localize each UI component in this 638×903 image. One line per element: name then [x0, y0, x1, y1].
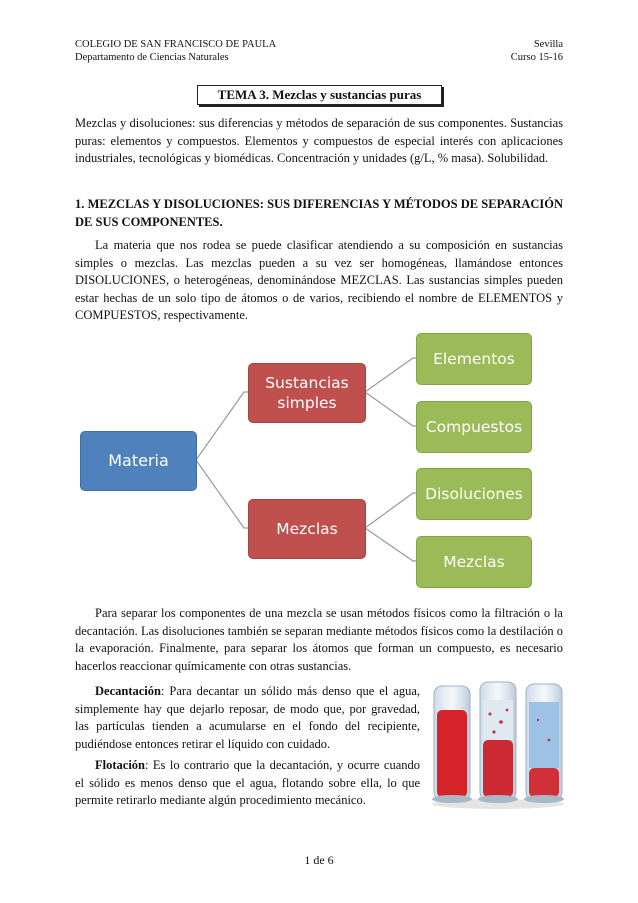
node-disoluciones: Disoluciones [416, 468, 532, 520]
decantation-paragraph [75, 683, 420, 753]
department-name: Departamento de Ciencias Naturales [75, 52, 229, 63]
section-heading: 1. MEZCLAS Y DISOLUCIONES: SUS DIFERENCIAS Y MÉTODOS DE SEPARACIÓN DE SUS COMPONENTES. [75, 197, 563, 229]
document-title: TEMA 3. Mezclas y sustancias puras [197, 85, 442, 105]
connector-root-top [196, 392, 248, 460]
decantation-term: Decantación [95, 684, 161, 698]
decantation-tubes-image [428, 680, 568, 810]
page-header-left [75, 38, 276, 64]
tube-middle [478, 682, 518, 803]
school-name: COLEGIO DE SAN FRANCISCO DE PAULA [75, 39, 277, 50]
node-sustancias-simples: Sustancias simples [248, 363, 366, 423]
flotation-paragraph [75, 757, 420, 810]
node-materia: Materia [80, 431, 197, 491]
flotation-term: Flotación [95, 758, 145, 772]
connector-top-1 [365, 358, 416, 392]
page-header-right [511, 38, 563, 64]
classification-diagram [75, 340, 565, 580]
tube-right [524, 684, 564, 803]
node-mezclas-branch: Mezclas [248, 499, 366, 559]
section-paragraph: La materia que nos rodea se puede clasificar atendiendo a su composición en sustancias simples o mezclas. Las mezclas pueden a su vez ser homogéneas, llamándose entonces DISOLUCIONES, o heterogéneas, denominándose MEZCLAS. Las sustancias simples pueden estar hechas de un solo tipo de átomos o de varios, recibiendo el nombre de ELEMENTOS y COMPUESTOS, respectivamente. [75, 238, 563, 322]
node-mezclas-leaf: Mezclas [416, 536, 532, 588]
connector-bottom-1 [365, 493, 416, 528]
intro-paragraph: Mezclas y disoluciones: sus diferencias y métodos de separación de sus componentes. Sustancias puras: elementos y compuestos. Elementos y compuestos de especial interés con aplicaciones industriales, tecnológicas y biomédicas. Concentración y unidades (g/L, % masa). Solubilidad. [75, 116, 563, 165]
page-number: 1 de 6 [304, 853, 334, 867]
flotation-text: : Es lo contrario que la decantación, y ocurre cuando el sólido es menos denso que el agua, flotando sobre ella, lo que permite retirarlo mediante algún procedimiento mecánico. [75, 758, 420, 807]
node-elementos: Elementos [416, 333, 532, 385]
decantation-text: : Para decantar un sólido más denso que el agua, simplemente hay que dejarlo reposar, de modo que, por gravedad, las partículas tienden a acumularse en el fondo del recipiente, pudiéndose entonces retirar el líquido con cuidado. [75, 684, 420, 751]
separation-paragraph: Para separar los componentes de una mezcla se usan métodos físicos como la filtración o la decantación. Las disoluciones también se separan mediante métodos físicos como la destilación o la evaporación. Finalmente, para separar los átomos que forman un compuesto, es necesario hacerlos reaccionar químicamente con otras sustancias. [75, 606, 563, 673]
connector-top-2 [365, 392, 416, 426]
tube-left [432, 686, 472, 803]
city-name: Sevilla [533, 39, 563, 50]
node-compuestos: Compuestos [416, 401, 532, 453]
course-year: Curso 15-16 [510, 52, 563, 63]
connector-bottom-2 [365, 528, 416, 561]
connector-root-bottom [196, 460, 248, 528]
